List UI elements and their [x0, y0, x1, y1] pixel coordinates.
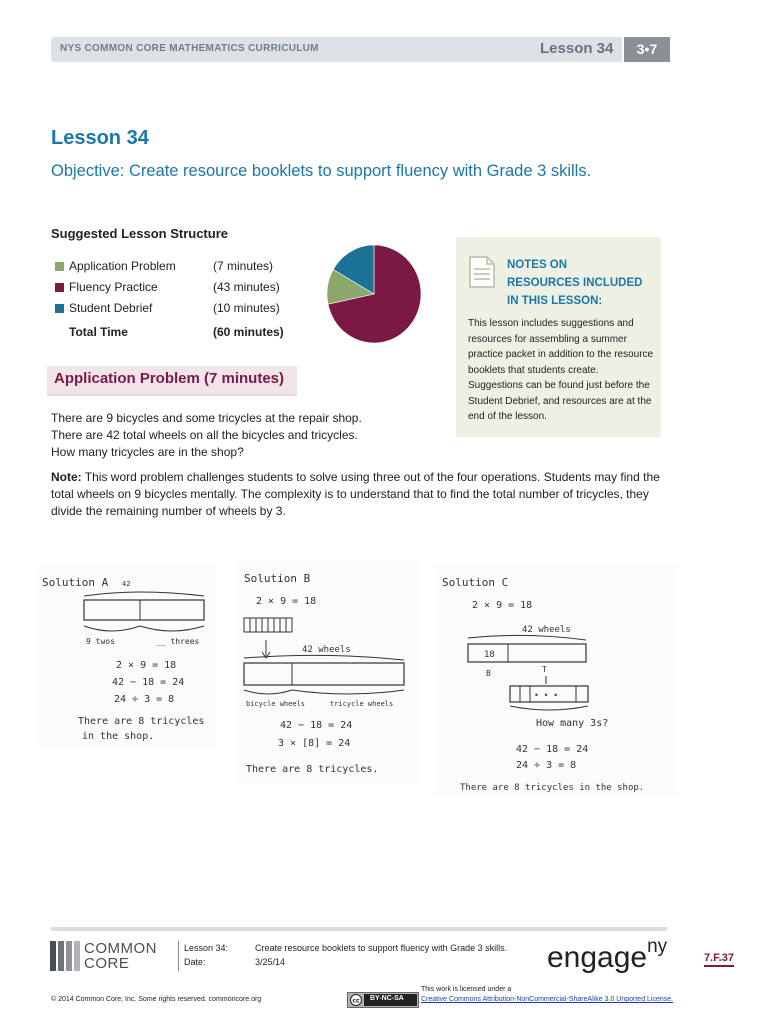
solution-a-answer: There are 8 tricycles	[78, 716, 205, 727]
solution-a-eq: 42 − 18 = 24	[112, 677, 185, 688]
problem-line: There are 9 bicycles and some tricycles at the repair shop.	[51, 411, 362, 425]
solution-b-left-label: bicycle wheels	[246, 700, 306, 708]
logo-line: CORE	[84, 955, 130, 972]
solution-b-answer: There are 8 tricycles.	[246, 764, 379, 775]
objective: Objective: Create resource booklets to support fluency with Grade 3 skills.	[51, 162, 592, 180]
solution-a-eq: 2 × 9 = 18	[116, 660, 177, 671]
total-label: Total Time	[69, 325, 128, 339]
footer-rule	[51, 927, 667, 931]
structure-label: Student Debrief	[69, 301, 153, 315]
common-core-logo-icon	[50, 941, 80, 971]
solution-c-image	[436, 566, 676, 796]
solution-a-image	[38, 566, 216, 746]
cc-badge-text: BY-NC-SA	[370, 995, 404, 1002]
solution-b-eq: 3 × [8] = 24	[278, 738, 351, 749]
solution-c-b-label: B	[486, 669, 491, 678]
solution-c-title: Solution C	[442, 576, 509, 589]
license-link[interactable]: Creative Commons Attribution-NonCommercial-ShareAlike 3.0 Unported License.	[421, 996, 674, 1003]
solution-a-answer: in the shop.	[82, 731, 155, 742]
problem-line: How many tricycles are in the shop?	[51, 445, 244, 459]
note-body: This word problem challenges students to solve using three out of the four operations. Students may find the total wheels on 9 bicycles mentally. The complexity is to understand that to find the total number of tricycles, they divide the remaining number of wheels by 3.	[51, 470, 660, 518]
notes-heading-line: IN THIS LESSON:	[507, 295, 603, 307]
total-minutes: (60 minutes)	[213, 325, 284, 339]
notes-heading	[507, 256, 657, 310]
solution-c-eq: 24 ÷ 3 = 8	[516, 760, 577, 771]
solution-c-eq: 42 − 18 = 24	[516, 744, 589, 755]
svg-text:cc: cc	[352, 997, 360, 1005]
application-problem-heading: Application Problem (7 minutes)	[54, 370, 285, 387]
footer-date-label: Date:	[184, 957, 206, 967]
grade-module-badge: 3•7	[624, 37, 670, 62]
solution-c-eq: 2 × 9 = 18	[472, 600, 533, 611]
solution-b-top-label: 42 wheels	[302, 645, 351, 655]
legend-swatch	[55, 283, 64, 292]
footer-lesson-value: Create resource booklets to support fluency with Grade 3 skills.	[255, 943, 508, 953]
curriculum-title: NYS COMMON CORE MATHEMATICS CURRICULUM	[60, 43, 319, 54]
structure-total-row	[55, 325, 295, 341]
lesson-title: Lesson 34	[51, 127, 149, 149]
solution-c-answer: There are 8 tricycles in the shop.	[460, 783, 645, 793]
notes-heading-line: RESOURCES INCLUDED	[507, 277, 643, 289]
solution-c-question: How many 3s?	[536, 718, 609, 729]
solution-b-eq: 42 − 18 = 24	[280, 720, 353, 731]
svg-text:• • •: • • •	[534, 691, 559, 700]
solution-a-eq: 24 ÷ 3 = 8	[114, 694, 175, 705]
common-core-logo-text	[84, 941, 157, 971]
footer-date-value: 3/25/14	[255, 957, 286, 967]
notes-text: This lesson includes suggestions and resources for assembling a summer practice packet in addition to the resource booklets that students create. Suggestions can be found just before the Student Debrief, and resources are at the end of the lesson.	[468, 318, 654, 422]
engage-sup: ny	[647, 936, 668, 957]
structure-row	[55, 280, 295, 296]
legend-swatch	[55, 262, 64, 271]
solution-b-image	[236, 560, 418, 784]
notes-heading-line: NOTES ON	[507, 259, 568, 271]
copyright: © 2014 Common Core, Inc. Some rights reserved. commoncore.org	[51, 996, 262, 1003]
structure-minutes: (10 minutes)	[213, 301, 280, 315]
note-label: Note:	[51, 470, 82, 484]
cc-license-badge	[347, 992, 419, 1008]
structure-minutes: (43 minutes)	[213, 280, 280, 294]
solution-a-left-label: 9 twos	[86, 637, 115, 646]
structure-row	[55, 259, 295, 275]
solution-b-right-label: tricycle wheels	[330, 700, 394, 708]
page-number: 7.F.37	[704, 952, 734, 967]
solution-a-top-label: 42	[122, 580, 131, 588]
engage-text: engage	[547, 941, 648, 974]
solution-c-t-label: T	[542, 665, 547, 674]
logo-line: COMMON	[84, 940, 157, 957]
structure-minutes: (7 minutes)	[213, 259, 274, 273]
problem-line: There are 42 total wheels on all the bicycles and tricycles.	[51, 428, 358, 442]
lesson-time-pie-chart	[326, 244, 422, 344]
legend-swatch	[55, 304, 64, 313]
structure-label: Fluency Practice	[69, 280, 158, 294]
solution-b-title: Solution B	[244, 572, 311, 585]
header-lesson: Lesson 34	[540, 40, 614, 57]
structure-heading: Suggested Lesson Structure	[51, 226, 228, 241]
license-text: This work is licensed under a	[421, 986, 512, 993]
structure-label: Application Problem	[69, 259, 176, 273]
solution-a-title: Solution A	[42, 576, 109, 589]
solution-a-right-label: __ threes	[156, 637, 200, 646]
solution-c-top-label: 42 wheels	[522, 625, 571, 635]
document-icon	[469, 256, 495, 288]
solution-b-eq: 2 × 9 = 18	[256, 596, 317, 607]
solution-c-seg: 18	[484, 650, 495, 660]
footer-lesson-label: Lesson 34:	[184, 943, 229, 953]
structure-row	[55, 301, 295, 317]
footer-divider	[178, 941, 179, 971]
engage-ny-logo	[547, 936, 668, 975]
teacher-note	[51, 469, 671, 520]
